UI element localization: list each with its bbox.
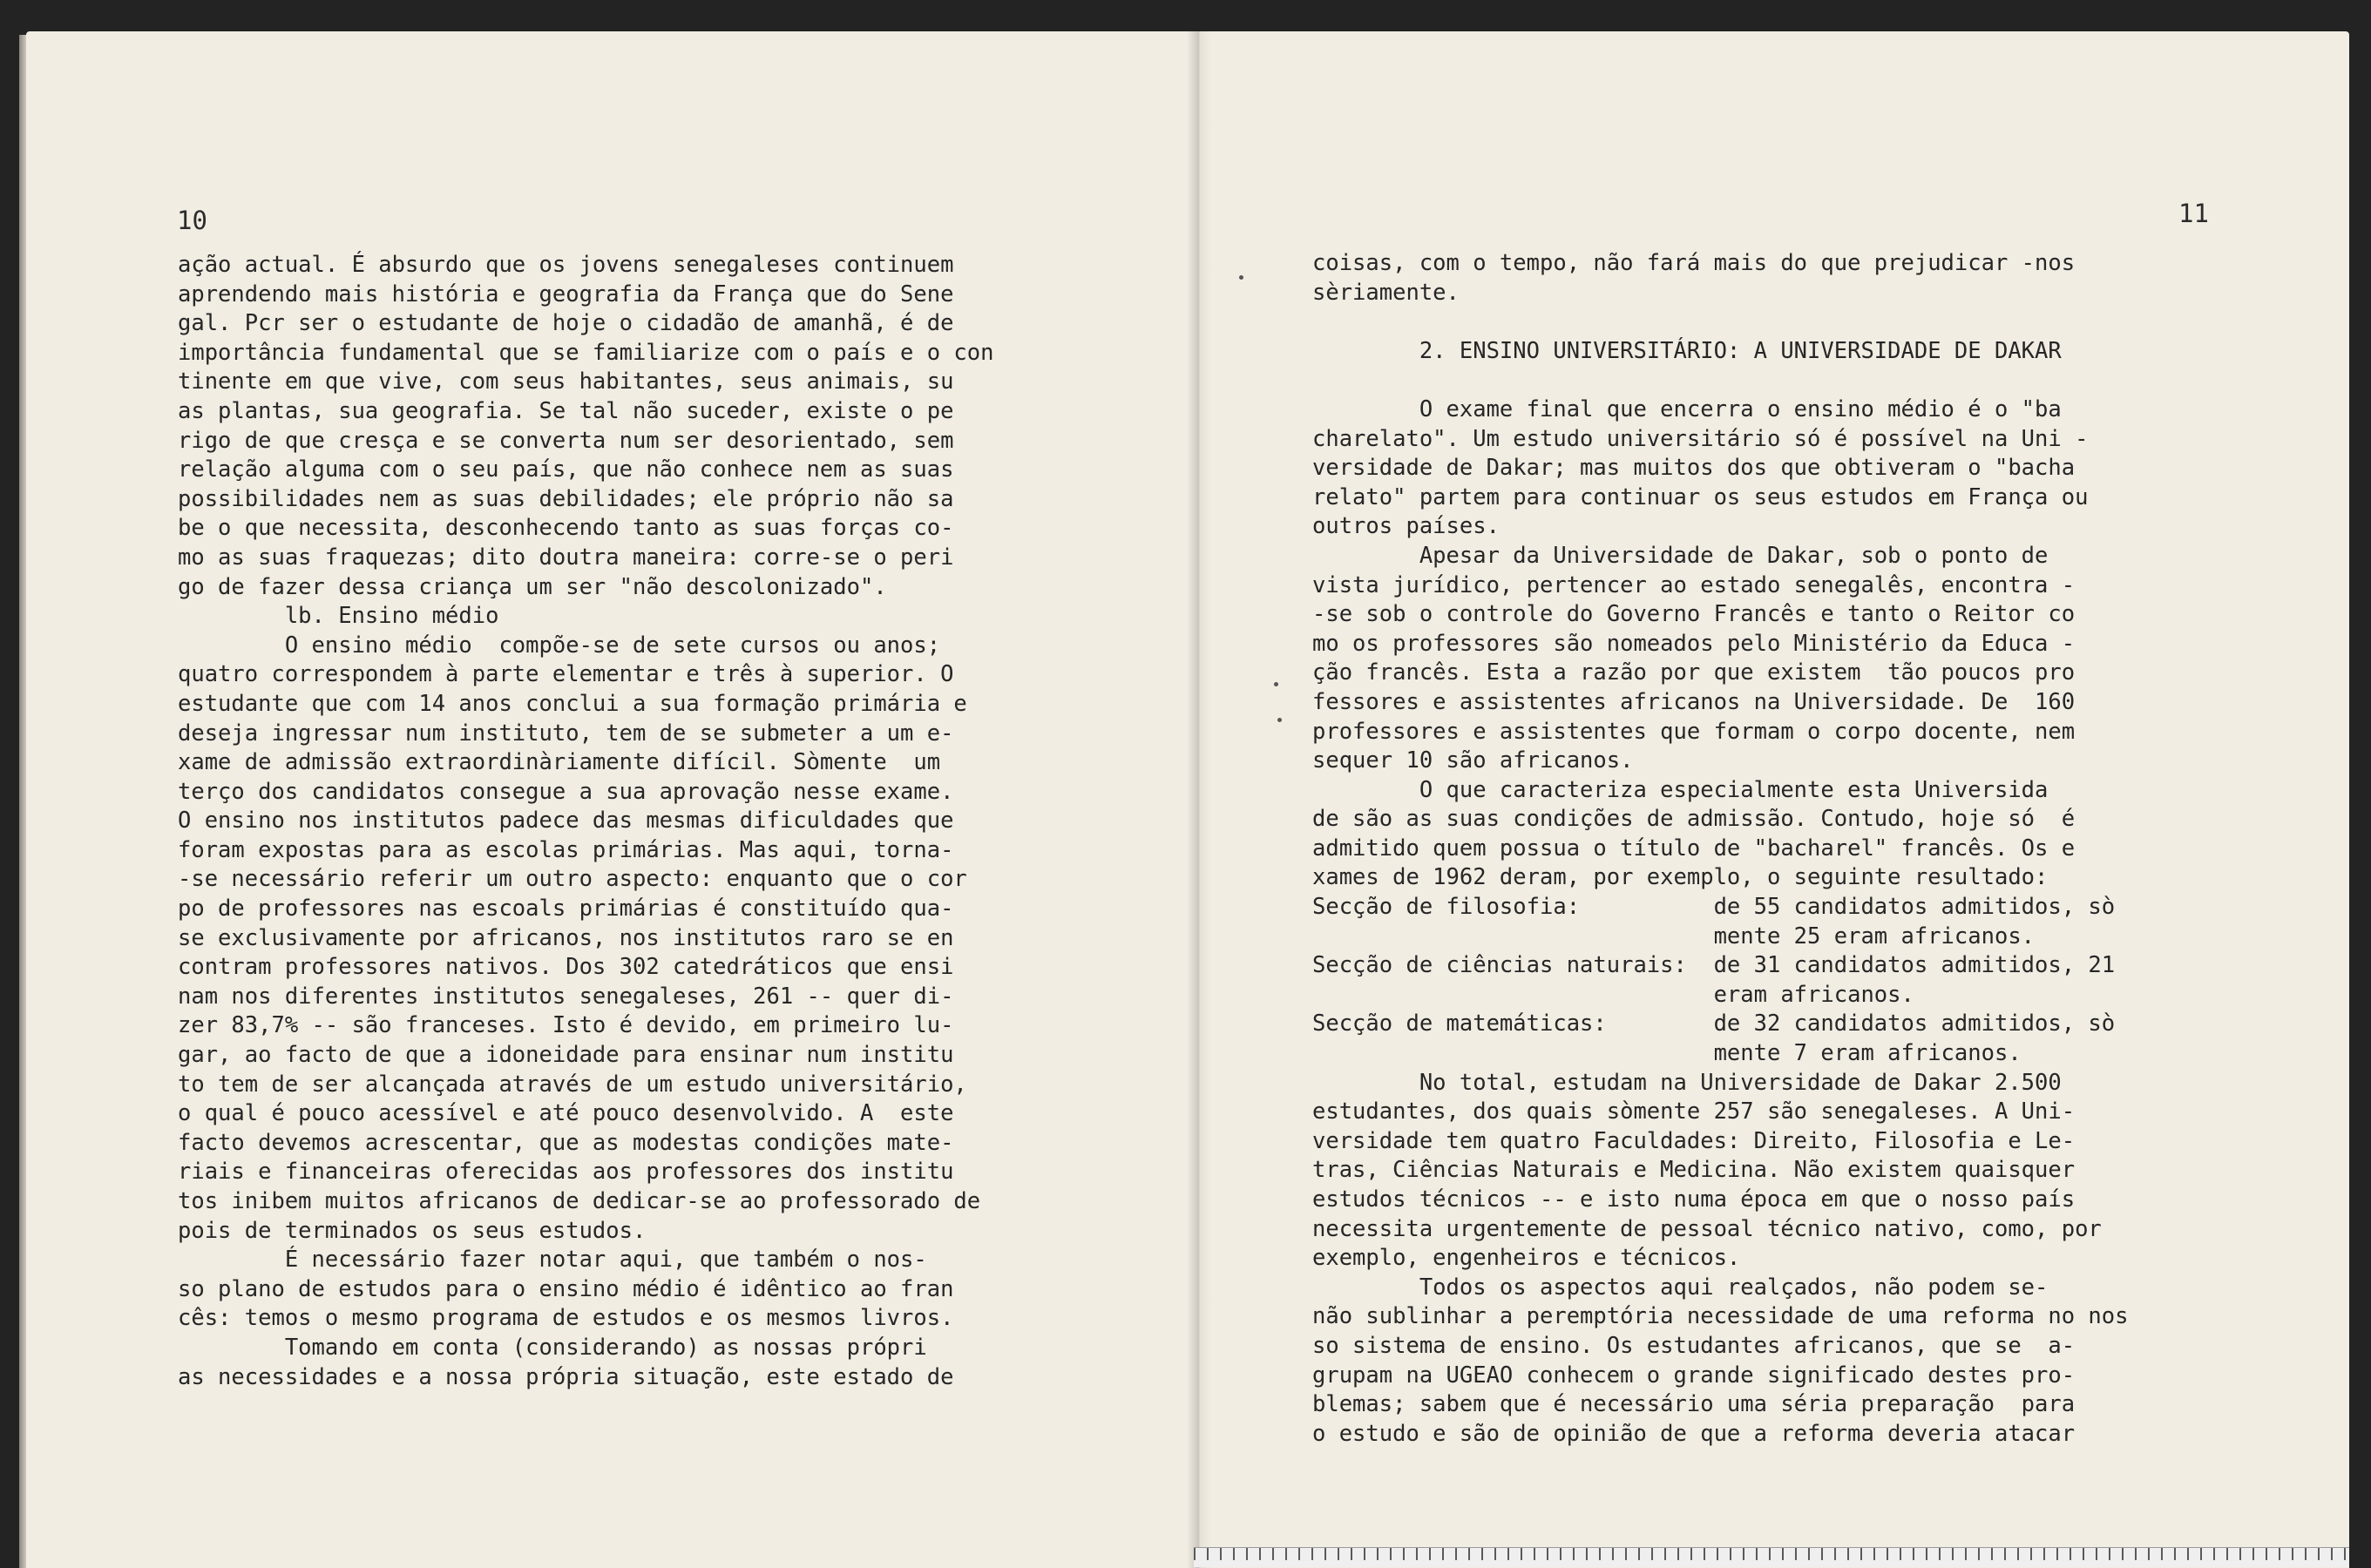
text-line: xames de 1962 deram, por exemplo, o seguinte resultado: xyxy=(1312,864,2049,891)
text-line: cês: temos o mesmo programa de estudos e os mesmos livros. xyxy=(178,1305,954,1332)
text-line: grupam na UGEAO conhecem o grande significado destes pro- xyxy=(1312,1362,2076,1389)
text-line: versidade de Dakar; mas muitos dos que obtiveram o "bacha xyxy=(1312,455,2076,482)
text-line: tos inibem muitos africanos de dedicar-se ao professorado de xyxy=(178,1188,981,1214)
text-line: vista jurídico, pertencer ao estado senegalês, encontra - xyxy=(1312,571,2076,598)
text-line: deseja ingressar num instituto, tem de se submeter a um e- xyxy=(178,720,954,747)
text-line: go de fazer dessa criança um ser "não descolonizado". xyxy=(178,573,887,600)
text-line: terço dos candidatos consegue a sua aprovação nesse exame. xyxy=(178,778,954,805)
text-line: O exame final que encerra o ensino médio é o "ba xyxy=(1312,395,2062,422)
text-line: lb. Ensino médio xyxy=(178,603,499,630)
text-line: eram africanos. xyxy=(1312,981,1914,1008)
text-line: blemas; sabem que é necessário uma séria preparação para xyxy=(1312,1391,2076,1418)
text-line: estudante que com 14 anos conclui a sua formação primária e xyxy=(178,690,967,717)
margin-dot xyxy=(1239,275,1243,280)
text-line: relação alguma com o seu país, que não conhece nem as suas xyxy=(178,456,954,483)
text-line: É necessário fazer notar aqui, que também o nos- xyxy=(178,1247,927,1274)
text-line: aprendendo mais história e geografia da França que do Sene xyxy=(178,280,954,308)
text-line: so sistema de ensino. Os estudantes africanos, que se a- xyxy=(1312,1332,2076,1359)
text-line: po de professores nas escoals primárias é constituído qua- xyxy=(178,896,954,923)
text-line: Apesar da Universidade de Dakar, sob o ponto de xyxy=(1312,542,2049,569)
text-line: as plantas, sua geografia. Se tal não suceder, existe o pe xyxy=(178,397,954,424)
text-line: mente 7 eram africanos. xyxy=(1312,1040,2022,1067)
text-line: Secção de filosofia: de 55 candidatos admitidos, sò xyxy=(1312,894,2116,921)
text-line: estudos técnicos -- e isto numa época em que o nosso país xyxy=(1312,1186,2076,1213)
text-line: to tem de ser alcançada através de um estudo universitário, xyxy=(178,1071,967,1098)
book-edge xyxy=(19,35,26,1568)
text-line: o qual é pouco acessível e até pouco desenvolvido. A este xyxy=(178,1100,954,1127)
text-line: xame de admissão extraordinàriamente difícil. Sòmente um xyxy=(178,749,941,776)
text-line xyxy=(1312,308,2236,337)
text-line: O que caracteriza especialmente esta Universida xyxy=(1312,776,2049,803)
text-line: facto devemos acrescentar, que as modestas condições mate- xyxy=(178,1129,954,1156)
text-line: rigo de que cresça e se converta num ser desorientado, sem xyxy=(178,427,954,454)
text-line: gar, ao facto de que a idoneidade para ensinar num institu xyxy=(178,1042,954,1069)
text-line: não sublinhar a peremptória necessidade de uma reforma no nos xyxy=(1312,1303,2129,1330)
text-line: 2. ENSINO UNIVERSITÁRIO: A UNIVERSIDADE DE DAKAR xyxy=(1312,337,2062,364)
text-line: sèriamente. xyxy=(1312,279,1460,306)
text-line: O ensino nos institutos padece das mesmas dificuldades que xyxy=(178,808,954,835)
right-page-text xyxy=(1312,249,2236,1449)
text-line: tinente em que vive, com seus habitantes, seus animais, su xyxy=(178,368,954,395)
text-line: mo os professores são nomeados pelo Ministério da Educa - xyxy=(1312,630,2076,657)
text-line: Secção de matemáticas: de 32 candidatos admitidos, sò xyxy=(1312,1010,2116,1037)
text-line: versidade tem quatro Faculdades: Direito, Filosofia e Le- xyxy=(1312,1127,2076,1154)
text-line: ção francês. Esta a razão por que existem tão poucos pro xyxy=(1312,659,2076,686)
text-line: de são as suas condições de admissão. Contudo, hoje só é xyxy=(1312,806,2076,833)
margin-dot xyxy=(1274,682,1278,686)
text-line: -se sob o controle do Governo Francês e tanto o Reitor co xyxy=(1312,601,2076,628)
text-line: exemplo, engenheiros e técnicos. xyxy=(1312,1245,1741,1272)
text-line: contram professores nativos. Dos 302 catedráticos que ensi xyxy=(178,954,954,981)
page-number-left: 10 xyxy=(177,206,207,235)
text-line: relato" partem para continuar os seus estudos em França ou xyxy=(1312,483,2089,510)
text-line: Todos os aspectos aqui realçados, não podem se- xyxy=(1312,1274,2049,1301)
text-line: admitido quem possua o título de "bacharel" francês. Os e xyxy=(1312,835,2076,862)
text-line: possibilidades nem as suas debilidades; ele próprio não sa xyxy=(178,485,954,512)
text-line: charelato". Um estudo universitário só é possível na Uni - xyxy=(1312,425,2089,452)
text-line: fessores e assistentes africanos na Universidade. De 160 xyxy=(1312,688,2076,715)
text-line: as necessidades e a nossa própria situação, este estado de xyxy=(178,1363,954,1390)
text-line: foram expostas para as escolas primárias. Mas aqui, torna- xyxy=(178,836,954,863)
text-line: o estudo e são de opinião de que a reforma deveria atacar xyxy=(1312,1420,2076,1447)
text-line: be o que necessita, desconhecendo tanto as suas forças co- xyxy=(178,515,954,542)
left-page-text xyxy=(178,251,1101,1392)
text-line: professores e assistentes que formam o corpo docente, nem xyxy=(1312,718,2076,745)
text-line: tras, Ciências Naturais e Medicina. Não existem quaisquer xyxy=(1312,1157,2076,1184)
text-line: ação actual. É absurdo que os jovens senegaleses continuem xyxy=(178,252,954,278)
margin-dot xyxy=(1277,718,1282,722)
text-line: Tomando em conta (considerando) as nossas própri xyxy=(178,1334,927,1361)
text-line: No total, estudam na Universidade de Dakar 2.500 xyxy=(1312,1069,2062,1096)
text-line: O ensino médio compõe-se de sete cursos ou anos; xyxy=(178,632,941,659)
text-line: coisas, com o tempo, não fará mais do que prejudicar -nos xyxy=(1312,250,2076,276)
text-line: pois de terminados os seus estudos. xyxy=(178,1217,647,1244)
text-line: -se necessário referir um outro aspecto: enquanto que o cor xyxy=(178,866,967,893)
book-gutter xyxy=(1187,31,1211,1568)
text-line: mente 25 eram africanos. xyxy=(1312,923,2036,950)
text-line: gal. Pcr ser o estudante de hoje o cidadão de amanhã, é de xyxy=(178,310,954,337)
text-line: zer 83,7% -- são franceses. Isto é devido, em primeiro lu- xyxy=(178,1012,954,1039)
text-line xyxy=(1312,366,2236,395)
text-line: quatro correspondem à parte elementar e três à superior. O xyxy=(178,661,954,688)
measurement-scale-bar xyxy=(1194,1547,2349,1567)
text-line: estudantes, dos quais sòmente 257 são senegaleses. A Uni- xyxy=(1312,1098,2076,1125)
text-line: sequer 10 são africanos. xyxy=(1312,747,1634,774)
text-line: outros países. xyxy=(1312,513,1500,540)
text-line: mo as suas fraquezas; dito doutra maneira: corre-se o peri xyxy=(178,544,954,571)
text-line: se exclusivamente por africanos, nos institutos raro se en xyxy=(178,924,954,951)
text-line: necessita urgentemente de pessoal técnico nativo, como, por xyxy=(1312,1215,2102,1242)
text-line: Secção de ciências naturais: de 31 candidatos admitidos, 21 xyxy=(1312,952,2116,979)
text-line: nam nos diferentes institutos senegaleses, 261 -- quer di- xyxy=(178,983,954,1010)
text-line: importância fundamental que se familiarize com o país e o con xyxy=(178,339,994,366)
page-number-right: 11 xyxy=(2178,199,2209,228)
text-line: so plano de estudos para o ensino médio é idêntico ao fran xyxy=(178,1275,954,1302)
text-line: riais e financeiras oferecidas aos professores dos institu xyxy=(178,1159,954,1186)
